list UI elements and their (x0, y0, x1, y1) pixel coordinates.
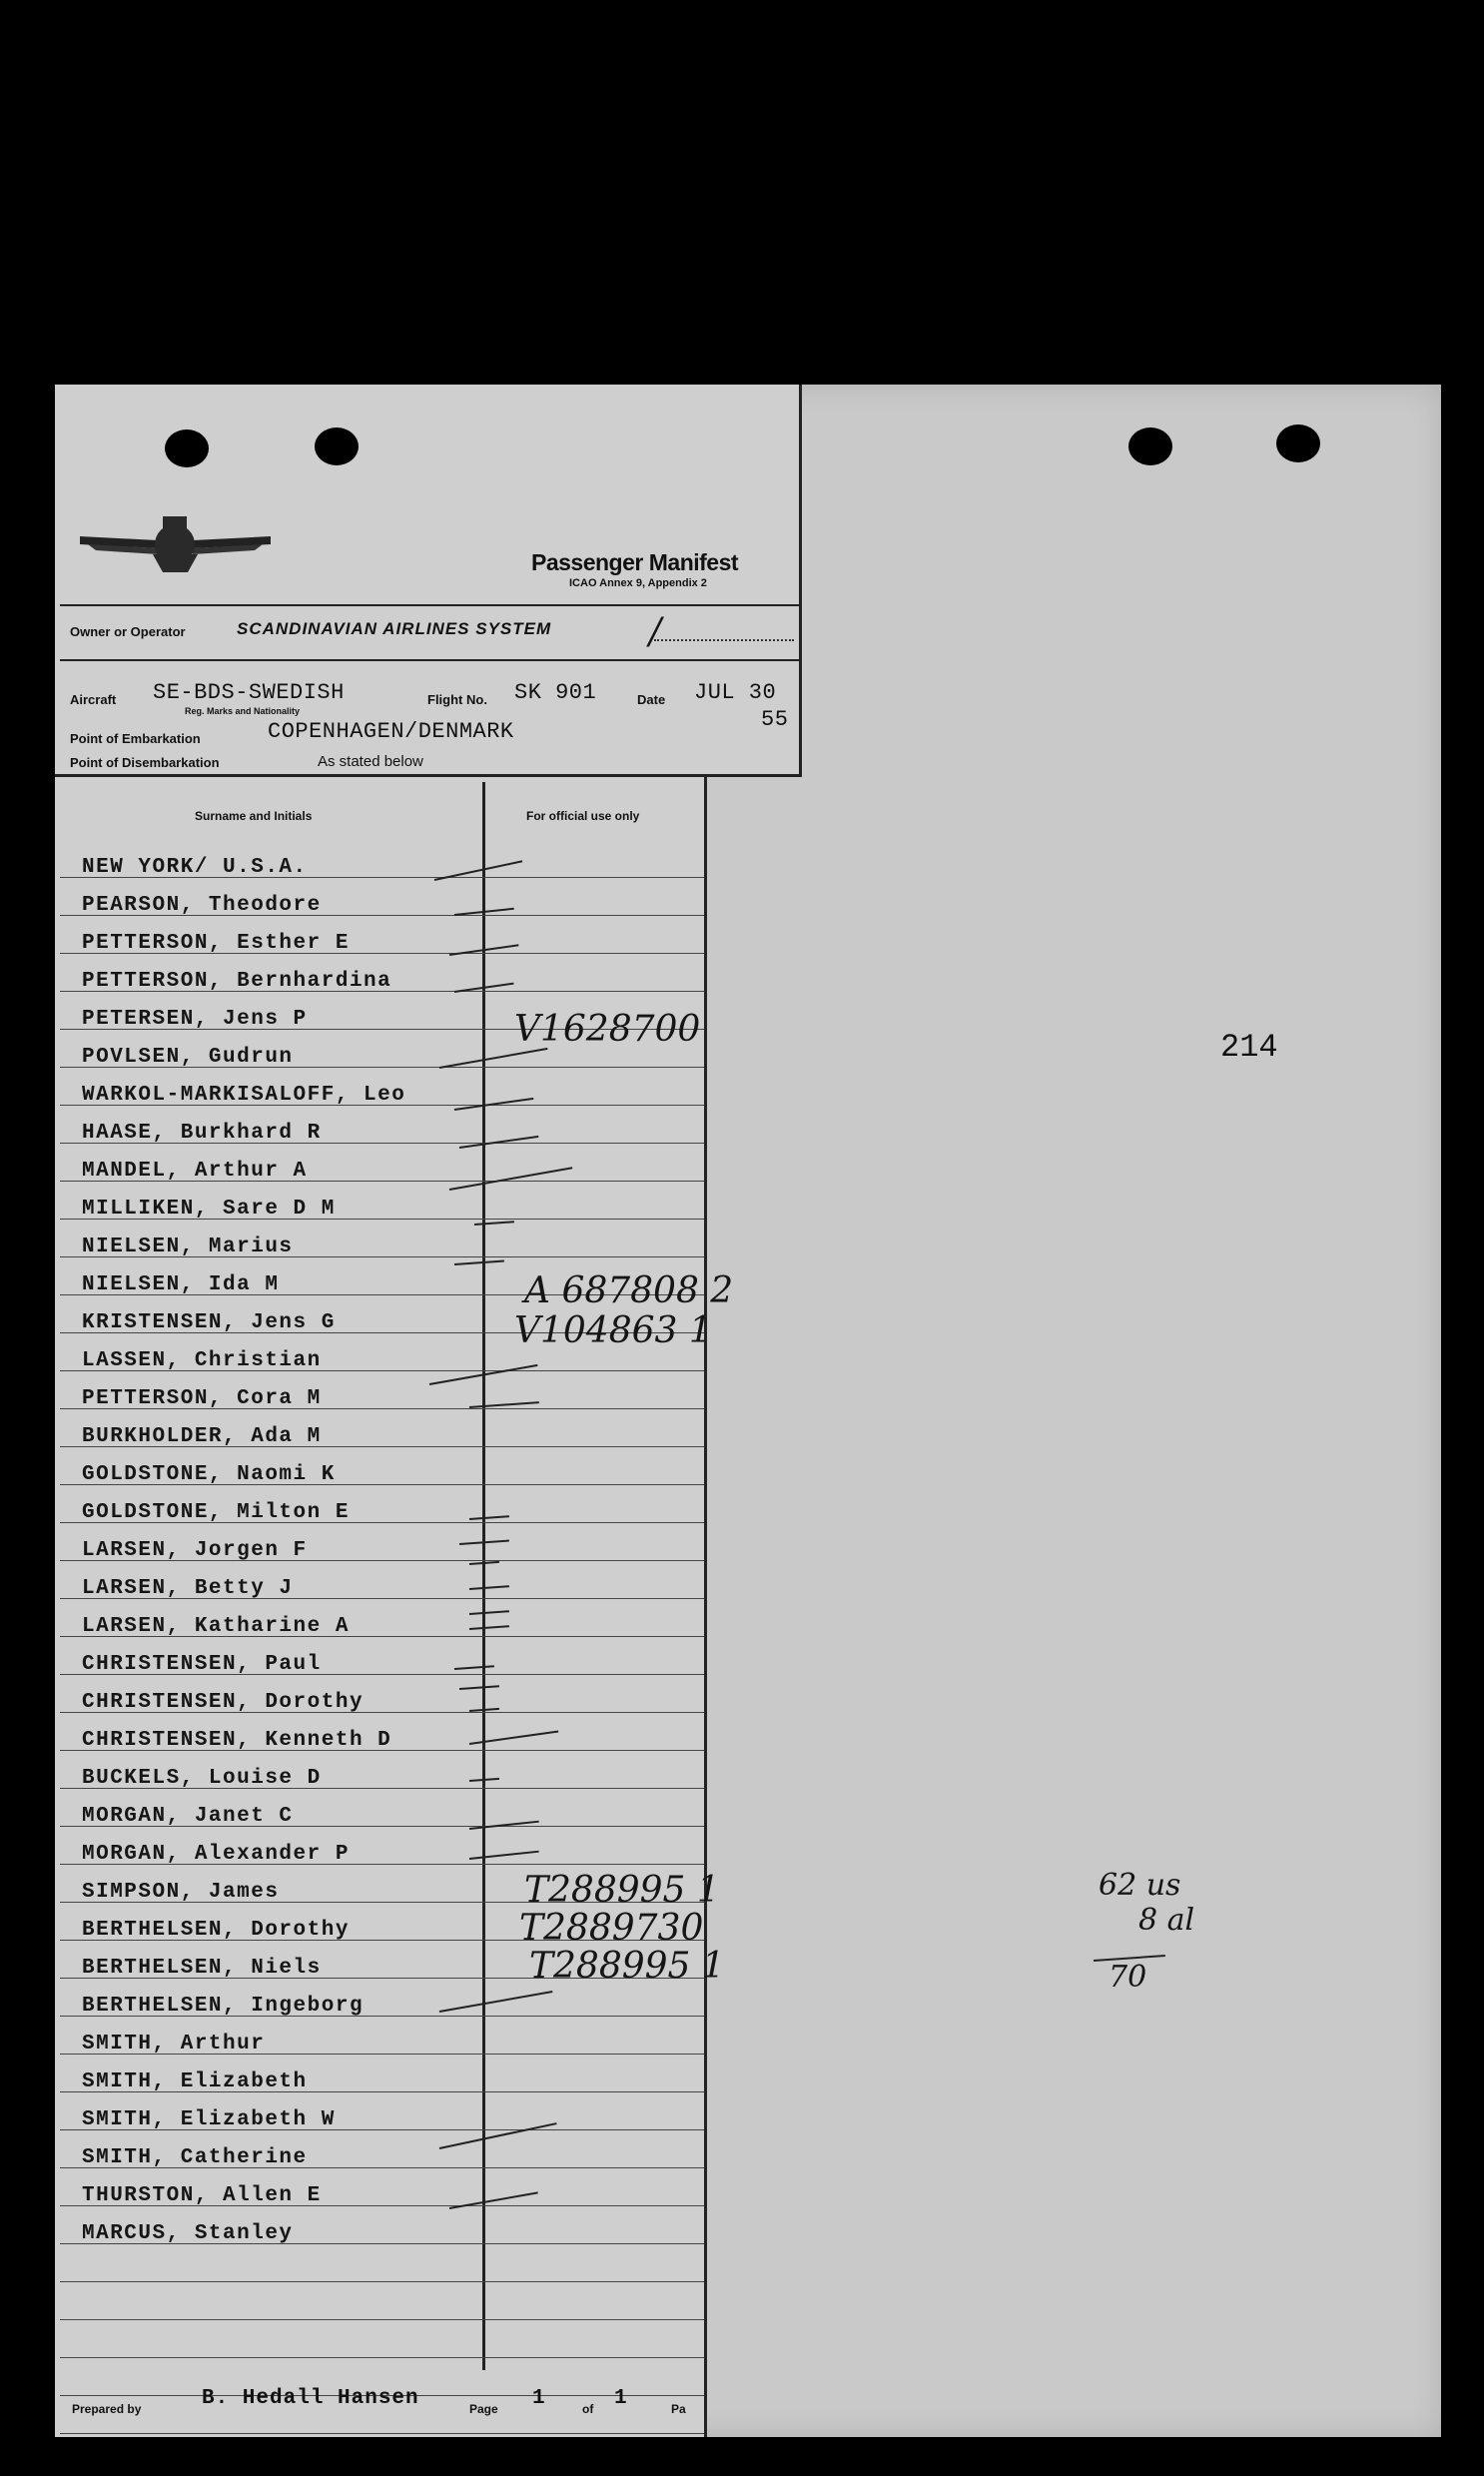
passenger-name: PETTERSON, Cora M (82, 1387, 322, 1410)
flight-label: Flight No. (427, 692, 487, 707)
handwritten-passport-number: T288995 1 (529, 1946, 725, 1987)
manifest-subtitle: ICAO Annex 9, Appendix 2 (569, 577, 707, 589)
passenger-name: PETERSEN, Jens P (82, 1008, 308, 1031)
table-row (60, 1105, 704, 1144)
table-row (60, 1826, 704, 1865)
date-value: JUL 30 (694, 680, 777, 705)
punch-hole (1128, 427, 1172, 465)
table-row (60, 915, 704, 954)
owner-label: Owner or Operator (70, 624, 186, 639)
passenger-name: PETTERSON, Esther E (82, 932, 350, 955)
table-row (60, 1370, 704, 1409)
handwritten-tally: 70 (1109, 1960, 1147, 1995)
passenger-name: SIMPSON, James (82, 1881, 280, 1904)
prepared-by-label: Prepared by (72, 2402, 142, 2416)
passenger-name: CHRISTENSEN, Kenneth D (82, 1729, 392, 1752)
table-row (60, 2281, 704, 2320)
aircraft-label: Aircraft (70, 692, 117, 707)
embarkation-value: COPENHAGEN/DENMARK (268, 719, 514, 744)
embarkation-label: Point of Embarkation (70, 731, 201, 746)
table-row (60, 1143, 704, 1182)
passenger-name: LARSEN, Jorgen F (82, 1539, 308, 1562)
page-label: Page (469, 2402, 498, 2416)
table-row (60, 1598, 704, 1637)
passenger-name: SMITH, Catherine (82, 2146, 308, 2169)
table-row (60, 1219, 704, 1257)
table-row (60, 1636, 704, 1675)
table-row (60, 1712, 704, 1751)
airline-wings-logo (78, 514, 273, 574)
passenger-name: LARSEN, Betty J (82, 1577, 294, 1600)
passenger-name: SMITH, Elizabeth (82, 2070, 308, 2093)
table-row (60, 2054, 704, 2092)
table-row (60, 2243, 704, 2282)
handwritten-passport-number: A 687808 2 (524, 1270, 734, 1311)
handwritten-tally: 62 us (1099, 1868, 1181, 1903)
passenger-name: MANDEL, Arthur A (82, 1160, 308, 1183)
date-label: Date (637, 692, 666, 707)
passenger-name: BERTHELSEN, Dorothy (82, 1919, 350, 1942)
passenger-name: NIELSEN, Marius (82, 1236, 294, 1258)
passenger-name: HAASE, Burkhard R (82, 1122, 322, 1145)
passenger-name: WARKOL-MARKISALOFF, Leo (82, 1084, 406, 1107)
table-row (60, 1446, 704, 1485)
page-value: 1 (532, 2387, 545, 2410)
passenger-name: MILLIKEN, Sare D M (82, 1198, 336, 1221)
punch-hole (315, 427, 359, 465)
handwritten-passport-number: T2889730 (519, 1908, 704, 1949)
punch-hole (1276, 424, 1320, 462)
owner-pen-stroke: / (649, 611, 662, 652)
passenger-name: BUCKELS, Louise D (82, 1767, 322, 1790)
table-row (60, 1560, 704, 1599)
table-row (60, 1674, 704, 1713)
table-row (60, 2016, 704, 2055)
of-label: of (582, 2402, 594, 2416)
owner-divider (60, 659, 799, 661)
table-row (60, 2129, 704, 2168)
table-row (60, 1484, 704, 1523)
passenger-name: NEW YORK/ U.S.A. (82, 856, 308, 879)
passenger-name: THURSTON, Allen E (82, 2184, 322, 2207)
column-header-surname: Surname and Initials (195, 809, 313, 823)
handwritten-passport-number: T288995 1 (524, 1870, 720, 1911)
table-row (60, 1522, 704, 1561)
passenger-name: SMITH, Arthur (82, 2033, 266, 2056)
passenger-name: NIELSEN, Ida M (82, 1273, 280, 1296)
table-row (60, 1181, 704, 1220)
flight-value: SK 901 (514, 680, 597, 705)
trailing-page-label: Pa (671, 2402, 686, 2416)
passenger-name: GOLDSTONE, Milton E (82, 1501, 350, 1524)
passenger-name: MORGAN, Janet C (82, 1805, 294, 1828)
passenger-name: PEARSON, Theodore (82, 894, 322, 917)
table-row (60, 2167, 704, 2206)
passenger-name: BURKHOLDER, Ada M (82, 1425, 322, 1448)
aircraft-value: SE-BDS-SWEDISH (153, 680, 345, 705)
table-row (60, 1788, 704, 1827)
table-row (60, 839, 704, 878)
passenger-name: LARSEN, Katharine A (82, 1615, 350, 1638)
passenger-name: KRISTENSEN, Jens G (82, 1311, 336, 1334)
handwritten-tally: 8 al (1138, 1903, 1195, 1938)
of-value: 1 (614, 2387, 627, 2410)
table-row (60, 2319, 704, 2358)
prepared-by-value: B. Hedall Hansen (202, 2387, 419, 2410)
passenger-name: GOLDSTONE, Naomi K (82, 1463, 336, 1486)
punch-hole (165, 429, 209, 467)
owner-value: SCANDINAVIAN AIRLINES SYSTEM (237, 619, 552, 638)
table-row (60, 1067, 704, 1106)
column-header-official: For official use only (526, 809, 640, 823)
page-number: 214 (1220, 1029, 1278, 1066)
passenger-name: PETTERSON, Bernhardina (82, 970, 392, 993)
manifest-title: Passenger Manifest (531, 549, 739, 575)
table-row (60, 1750, 704, 1789)
table-row (60, 2205, 704, 2244)
handwritten-passport-number: V104863 1 (514, 1310, 712, 1351)
passenger-name: LASSEN, Christian (82, 1349, 322, 1372)
fields-divider (60, 775, 709, 777)
date-year: 55 (761, 707, 789, 732)
passenger-name: POVLSEN, Gudrun (82, 1046, 294, 1069)
handwritten-passport-number: V1628700 (514, 1009, 701, 1050)
header-divider (60, 604, 799, 606)
passenger-name: SMITH, Elizabeth W (82, 2108, 336, 2131)
passenger-name: BERTHELSEN, Niels (82, 1957, 322, 1980)
passenger-name: CHRISTENSEN, Paul (82, 1653, 322, 1676)
aircraft-sublabel: Reg. Marks and Nationality (185, 706, 301, 716)
passenger-name: BERTHELSEN, Ingeborg (82, 1995, 365, 2018)
disembarkation-label: Point of Disembarkation (70, 755, 220, 770)
table-row (60, 953, 704, 992)
table-row (60, 1408, 704, 1447)
passenger-name: MARCUS, Stanley (82, 2222, 294, 2245)
table-row (60, 2091, 704, 2130)
passenger-name: MORGAN, Alexander P (82, 1843, 350, 1866)
disembarkation-value: As stated below (318, 753, 423, 770)
table-row (60, 877, 704, 916)
passenger-name: CHRISTENSEN, Dorothy (82, 1691, 365, 1714)
owner-dotline (654, 639, 794, 641)
